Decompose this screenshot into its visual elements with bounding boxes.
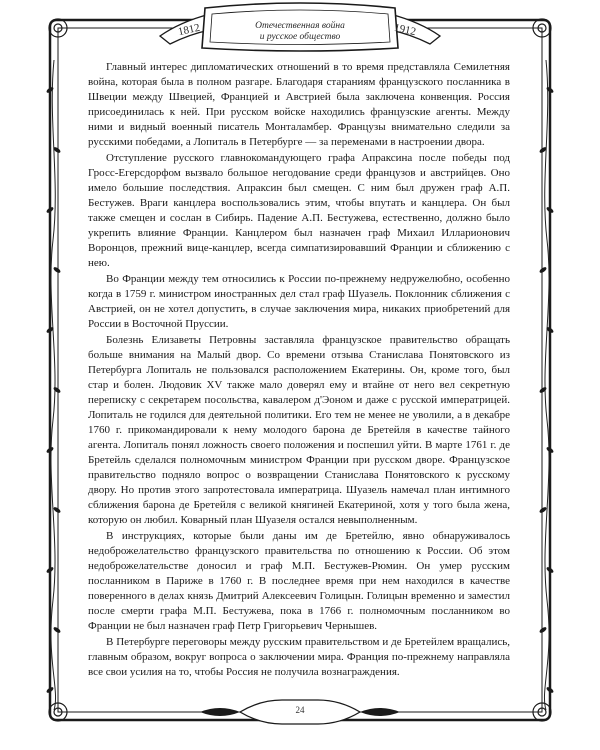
paragraph: Болезнь Елизаветы Петровны заставляла французское правительство обращать больше внимания на Малый двор. Со времени отзыва Станислава Понятовского из Петербурга Лопиталь не пользовался расположением Екатерины. Он, кроме того, был стар и болен. Людовик XV также мало доверял ему и втайне от него вел секретную переписку с секретарем посольства, кавалером д'Эоном и даже с русской императрицей. Лопиталь не годился для деятельной политики. Его тем не менее не уволили, а в декабре 1760 г. прикомандировали к нему молодого барона де Бретейля в качестве тайного агента. Лопиталь понял ложность своего положения и поспешил уйти. В марте 1761 г. де Бретейль сделался полномочным министром Франции при русском дворе. Французское правительство подняло вопрос о возвращении Станислава Понятовского к русскому двору. Но против этого запротестовала императрица. Шуазель намечал план интимного сближения барона де Бретейля с великой княгиней Екатериной, хотя у того была жена, которую он любил. Коварный план Шуазеля остался невыполненным.	[88, 334, 510, 526]
page-number: 24	[295, 705, 305, 715]
body-text	[88, 60, 510, 681]
paragraph: В инструкциях, которые были даны им де Бретейлю, явно обнаруживалось недоброжелательство французского правительства по отношению к России. Об этом недоброжелательстве доносил и граф М.П. Бестужев-Рюмин. Он умер русским посланником в Париже в 1760 г. В последнее время при нем находился в качестве поверенного в делах князь Дмитрий Алексеевич Голицын. Голицын временно и заместил после смерти графа М.П. Бестужева, пока в 1766 г. полномочным посланником во Франции не был назначен граф Петр Григорьевич Чернышев.	[88, 530, 510, 632]
paragraph: В Петербурге переговоры между русским правительством и де Бретейлем вращались, главным образом, вокруг вопроса о заключении мира. Франция по-прежнему направляла все свои усилия на то, чтобы Россия не получила вознаграждения.	[88, 636, 510, 678]
paragraph: Отступление русского главнокомандующего графа Апраксина после победы под Гросс-Егерсдорфом вызвало большое негодование среди французов и австрийцев. Оно имело большие последствия. Апраксин был смещен. С ним был дружен граф А.П. Бестужев. Враги канцлера воспользовались этим, чтобы впутать и канцлера. Он был также смещен и сослан в Сибирь. Падение А.П. Бестужева, естественно, должно было укрепить влияние Франции. Канцлером был назначен граф Михаил Илларионович Воронцов, прежний вице-канцлер, всегда симпатизировавший Франции и сближению с нею.	[88, 152, 510, 269]
header-title-line-1: Отечественная война	[255, 21, 345, 31]
header-year-left: 1812	[176, 21, 202, 39]
paragraph: Главный интерес дипломатических отношений в то время представляла Семилетняя война, которая была в полном разгаре. Благодаря стараниям французского посланника в Швеции между Швецией, Францией и Австрией была заключена конвенция. Россия присоединилась к ней. При русском войске находились французские агенты. Между ними и видный военный писатель Монталамбер. Французы внимательно следили за русскими победами, а Лопиталь в Петербурге — за переменами в настроении двора.	[88, 61, 510, 148]
header-year-right: 1912	[392, 21, 418, 39]
header-title-line-2: и русское общество	[259, 31, 341, 42]
header-title	[215, 21, 385, 42]
paragraph: Во Франции между тем относились к России по-прежнему недружелюбно, особенно когда в 1759 г. министром иностранных дел стал граф Шуазель. Поклонник сближения с Австрией, он не хотел допустить, в случае заключения мира, никаких приобретений для России в Восточной Пруссии.	[88, 273, 510, 330]
